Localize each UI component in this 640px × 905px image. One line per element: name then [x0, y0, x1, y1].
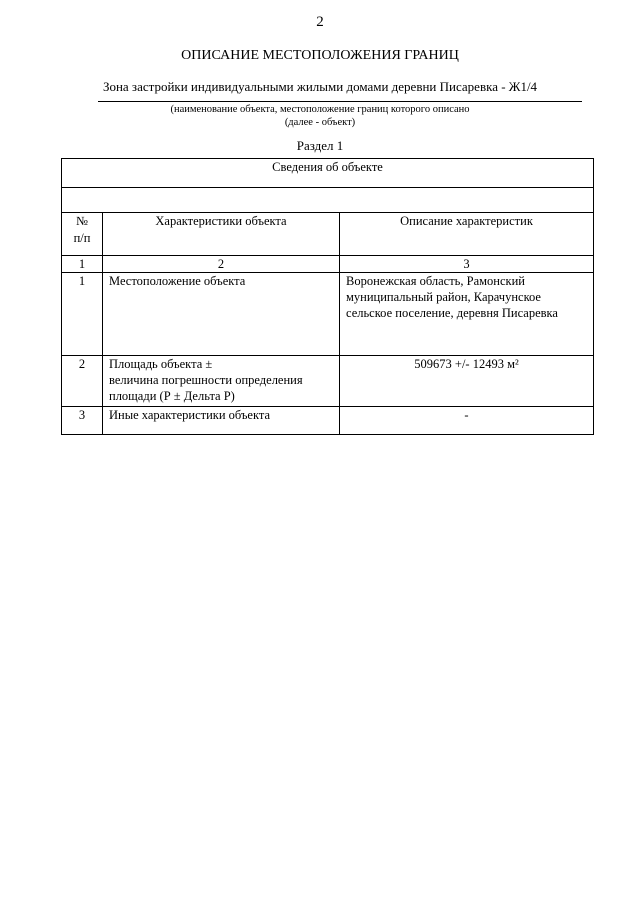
- row-description: -: [340, 407, 594, 435]
- column-header-num-line1: №: [76, 214, 88, 228]
- column-number-3: 3: [340, 256, 594, 273]
- table-title: Сведения об объекте: [62, 159, 594, 188]
- table-column-numbers: [62, 256, 594, 273]
- table-title-row: [62, 159, 594, 188]
- row-description: Воронежская область, Рамонский муниципальный район, Карачунское сельское поселение, деревня Писаревка: [340, 273, 594, 356]
- table-row: [62, 356, 594, 407]
- document-title: ОПИСАНИЕ МЕСТОПОЛОЖЕНИЯ ГРАНИЦ: [181, 48, 459, 63]
- table-column-headers: [62, 213, 594, 256]
- object-caption: [0, 103, 640, 129]
- object-name: Зона застройки индивидуальными жилыми домами деревни Писаревка - Ж1/4: [102, 79, 538, 94]
- object-info-table: [61, 158, 594, 435]
- table-empty-cell: [62, 188, 594, 213]
- column-header-description: Описание характеристик: [340, 213, 594, 256]
- column-number-1: 1: [62, 256, 103, 273]
- column-number-2: 2: [103, 256, 340, 273]
- row-num: 2: [62, 356, 103, 407]
- row-characteristic: [103, 356, 340, 407]
- row-num: 3: [62, 407, 103, 435]
- table-row: [62, 273, 594, 356]
- section-label: Раздел 1: [296, 138, 344, 153]
- column-header-num-line2: п/п: [73, 231, 91, 245]
- row-characteristic-line1: Площадь объекта ±: [109, 357, 213, 371]
- object-name-underline: [98, 101, 582, 102]
- row-description: 509673 +/- 12493 м²: [340, 356, 594, 407]
- row-characteristic-line3: площади (Р ± Дельта Р): [109, 389, 235, 403]
- caption-line-2: (далее - объект): [284, 117, 356, 128]
- column-header-characteristics: Характеристики объекта: [103, 213, 340, 256]
- caption-line-1: (наименование объекта, местоположение границ которого описано: [170, 104, 470, 115]
- row-num: 1: [62, 273, 103, 356]
- row-characteristic-line2: величина погрешности определения: [109, 373, 303, 387]
- column-header-num: [62, 213, 103, 256]
- table-row: [62, 407, 594, 435]
- row-characteristic: Местоположение объекта: [103, 273, 340, 356]
- row-characteristic: Иные характеристики объекта: [103, 407, 340, 435]
- page-number: 2: [316, 14, 324, 30]
- table-empty-row: [62, 188, 594, 213]
